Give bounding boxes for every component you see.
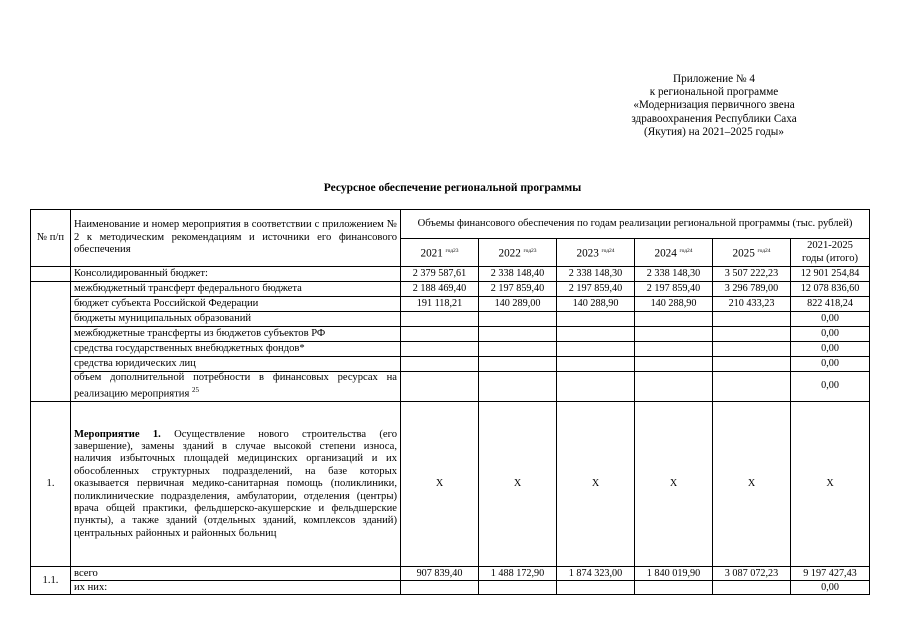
row-value: 12 078 836,60 <box>791 282 870 297</box>
row-value: 0,00 <box>791 342 870 357</box>
row-value: 140 288,90 <box>557 297 635 312</box>
header-volume: Объемы финансового обеспечения по годам реализации региональной программы (тыс. рублей) <box>401 210 870 239</box>
row-value: 1 488 172,90 <box>479 567 557 581</box>
row-value: 822 418,24 <box>791 297 870 312</box>
row-value <box>479 312 557 327</box>
header-year: 2025 $^{год24}$ <box>713 239 791 267</box>
row-value: 2 188 469,40 <box>401 282 479 297</box>
table-row <box>31 342 870 357</box>
appendix-line: (Якутия) на 2021–2025 годы» <box>644 125 784 138</box>
row-value <box>401 342 479 357</box>
row-value <box>635 372 713 402</box>
row-value <box>401 357 479 372</box>
measure-text: Осуществление нового строительства (его завершение), замены зданий в случае высокой степени износа, наличия избыточных площадей медицинских организаций и их обособленных структурных подразделений, на базе которых оказывается первичная медико-санитарная помощь (поликлиники, поликлинические подразделения, амбулатории, отделения (центры) врача общей практики, фельдшерско-акушерские и фельдшерские пункты), а также зданий (отдельных зданий, комплексов зданий) центральных районных и районных больниц <box>74 428 397 539</box>
header-year: 2024 $^{год24}$ <box>635 239 713 267</box>
measure-row <box>31 402 870 567</box>
row-value <box>557 327 635 342</box>
resource-table <box>30 209 870 595</box>
appendix-line: к региональной программе <box>649 86 779 99</box>
row-name: объем дополнительной потребности в финансовых ресурсах на реализацию мероприятия $^{25}$ <box>71 372 401 402</box>
row-value <box>401 372 479 402</box>
document-title: Ресурсное обеспечение региональной программы <box>323 182 582 194</box>
footnote-ref: 25 <box>192 386 200 395</box>
row-value: 140 289,00 <box>479 297 557 312</box>
row-value <box>713 312 791 327</box>
row-value <box>479 357 557 372</box>
header-year: 2022 $^{год23}$ <box>479 239 557 267</box>
row-value: 2 338 148,30 <box>557 267 635 282</box>
table-row <box>31 372 870 402</box>
table-row <box>31 327 870 342</box>
row-value: 2 197 859,40 <box>635 282 713 297</box>
row-value <box>479 327 557 342</box>
measure-num: 1. <box>31 402 71 567</box>
row-value <box>557 357 635 372</box>
row-value: 2 338 148,40 <box>479 267 557 282</box>
row-value: 2 197 859,40 <box>557 282 635 297</box>
row-name: Консолидированный бюджет: <box>71 267 401 282</box>
table-row <box>31 297 870 312</box>
appendix-header <box>594 73 834 139</box>
measure-value: X <box>791 402 870 567</box>
row-value <box>479 342 557 357</box>
row-name: бюджеты муниципальных образований <box>71 312 401 327</box>
row-value: 1 840 019,90 <box>635 567 713 581</box>
row-value: 140 288,90 <box>635 297 713 312</box>
row-value <box>635 327 713 342</box>
row-value <box>713 357 791 372</box>
row-value <box>401 327 479 342</box>
row-value: 0,00 <box>791 357 870 372</box>
row-num <box>31 282 71 402</box>
row-value: 0,00 <box>791 372 870 402</box>
row-value <box>713 372 791 402</box>
row-value: 2 338 148,30 <box>635 267 713 282</box>
row-value: 0,00 <box>791 312 870 327</box>
row-value: 0,00 <box>791 581 870 595</box>
row-value <box>557 312 635 327</box>
row-num <box>31 267 71 282</box>
row-value: 3 296 789,00 <box>713 282 791 297</box>
measure-value: X <box>635 402 713 567</box>
header-name: Наименование и номер мероприятия в соответствии с приложением № 2 к методическим рекомендациям и источники его финансового обеспечения <box>71 210 401 267</box>
measure-description <box>71 402 401 567</box>
row-name: бюджет субъекта Российской Федерации <box>71 297 401 312</box>
row-value <box>713 581 791 595</box>
header-year: 2023 $^{год24}$ <box>557 239 635 267</box>
table-row <box>31 581 870 595</box>
row-name: их них: <box>71 581 401 595</box>
row-value: 12 901 254,84 <box>791 267 870 282</box>
header-num: № п/п <box>31 210 71 267</box>
row-value: 1 874 323,00 <box>557 567 635 581</box>
row-name: всего <box>71 567 401 581</box>
row-value <box>635 342 713 357</box>
appendix-line: здравоохранения Республики Саха <box>631 112 797 125</box>
row-value: 3 507 222,23 <box>713 267 791 282</box>
row-value <box>713 327 791 342</box>
row-name: межбюджетный трансферт федерального бюджета <box>71 282 401 297</box>
row-value <box>635 357 713 372</box>
row-name: межбюджетные трансферты из бюджетов субъектов РФ <box>71 327 401 342</box>
table-row <box>31 282 870 297</box>
row-value: 907 839,40 <box>401 567 479 581</box>
table-row <box>31 267 870 282</box>
header-total: 2021-2025 годы (итого) <box>791 239 870 267</box>
header-year: 2021 $^{год23}$ <box>401 239 479 267</box>
measure-title: Мероприятие 1. <box>74 428 161 440</box>
row-value: 9 197 427,43 <box>791 567 870 581</box>
row-value <box>401 312 479 327</box>
row-value <box>635 312 713 327</box>
row-value <box>401 581 479 595</box>
row-value <box>479 372 557 402</box>
sub-num: 1.1. <box>31 567 71 595</box>
row-value: 2 197 859,40 <box>479 282 557 297</box>
appendix-line: «Модернизация первичного звена <box>633 99 795 112</box>
row-value: 3 087 072,23 <box>713 567 791 581</box>
appendix-line: Приложение № 4 <box>673 73 755 85</box>
table-row <box>31 312 870 327</box>
row-value: 210 433,23 <box>713 297 791 312</box>
measure-value: X <box>401 402 479 567</box>
row-value <box>557 372 635 402</box>
measure-value: X <box>557 402 635 567</box>
row-value: 0,00 <box>791 327 870 342</box>
table-row <box>31 567 870 581</box>
row-value <box>635 581 713 595</box>
measure-value: X <box>713 402 791 567</box>
row-value: 191 118,21 <box>401 297 479 312</box>
row-value <box>479 581 557 595</box>
row-value <box>557 342 635 357</box>
row-name: средства юридических лиц <box>71 357 401 372</box>
table-row <box>31 357 870 372</box>
row-value <box>557 581 635 595</box>
measure-value: X <box>479 402 557 567</box>
row-name: средства государственных внебюджетных фондов* <box>71 342 401 357</box>
row-value <box>713 342 791 357</box>
row-value: 2 379 587,61 <box>401 267 479 282</box>
